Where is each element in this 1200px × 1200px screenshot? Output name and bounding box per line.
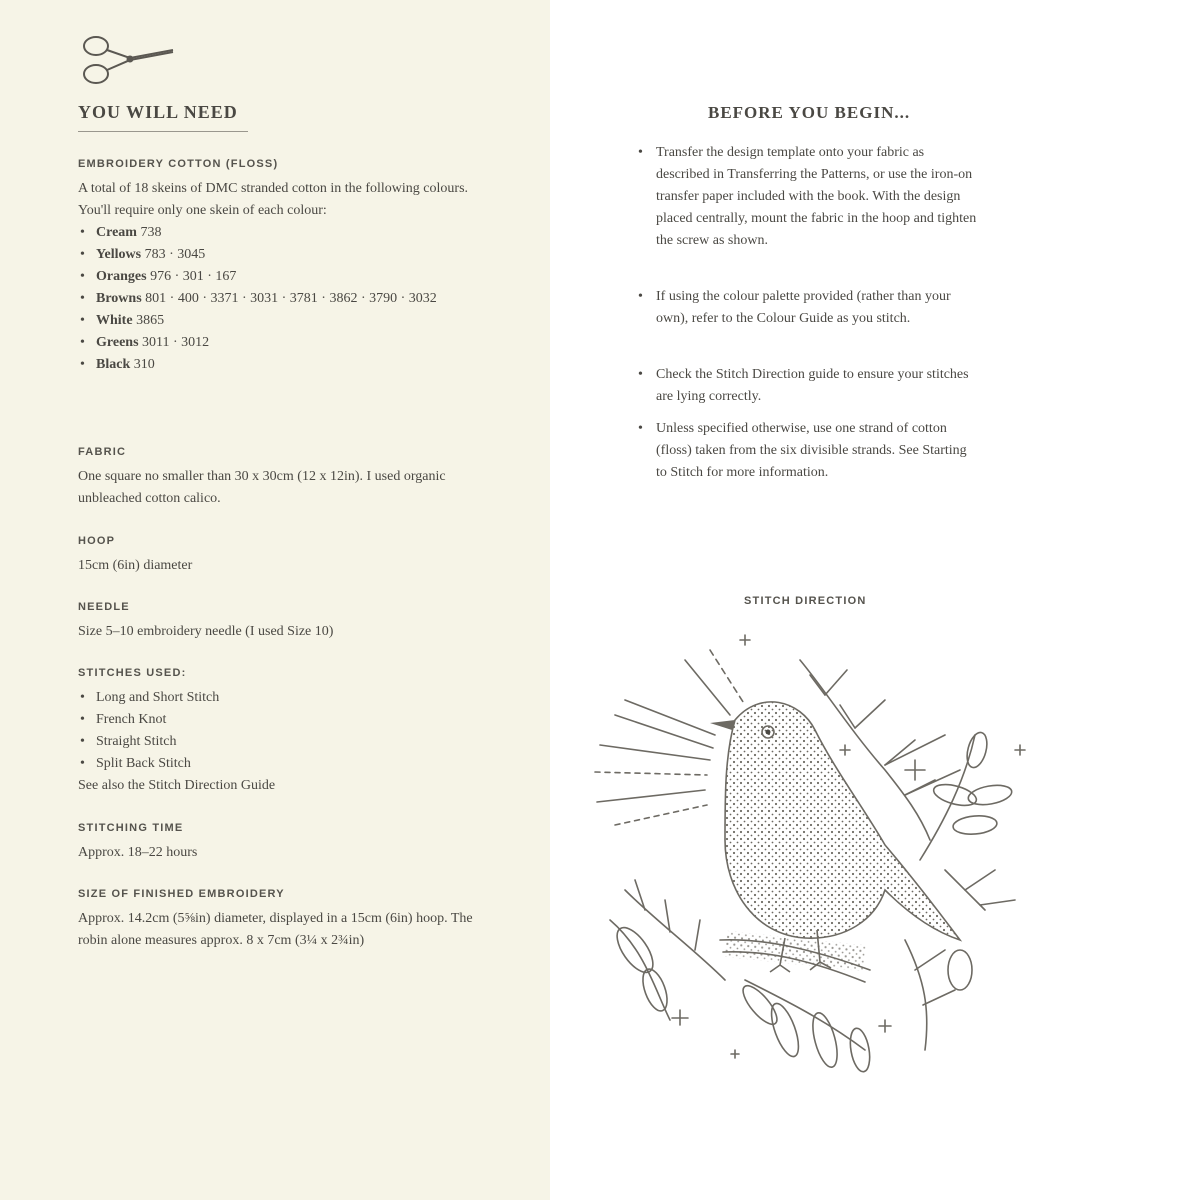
- stitch-direction-title: STITCH DIRECTION: [744, 595, 867, 607]
- embroidery-cotton-intro: A total of 18 skeins of DMC stranded cotton in the following colours. You'll require only one skein of each colour:: [78, 181, 469, 218]
- colour-item: • Black 310: [78, 354, 478, 376]
- instruction-item: • If using the colour palette provided (rather than your own), refer to the Colour Guide as you stitch.: [638, 286, 978, 330]
- colour-item: • Greens 3011 · 3012: [78, 332, 478, 354]
- stitch-item: • French Knot: [78, 709, 478, 731]
- instruction-item: • Check the Stitch Direction guide to ensure your stitches are lying correctly.: [638, 364, 978, 408]
- instruction-text: Check the Stitch Direction guide to ensure your stitches are lying correctly.: [656, 367, 969, 404]
- colour-item: • Yellows 783 · 3045: [78, 244, 478, 266]
- stitches-note: See also the Stitch Direction Guide: [78, 778, 276, 793]
- fabric-section: [78, 446, 478, 510]
- fabric-label: FABRIC: [78, 446, 127, 458]
- hoop-text: 15cm (6in) diameter: [78, 558, 193, 573]
- fabric-text: One square no smaller than 30 x 30cm (12 x 12in). I used organic unbleached cotton calico.: [78, 469, 446, 506]
- stitches-list: [78, 687, 478, 775]
- stitch-item: • Split Back Stitch: [78, 753, 478, 775]
- stitching-time-section: [78, 822, 478, 864]
- heading-underline: [78, 131, 248, 132]
- colour-item: • Browns 801 · 400 · 3371 · 3031 · 3781 · 3862 · 3790 · 3032: [78, 288, 478, 310]
- colour-list: [78, 222, 478, 376]
- stitches-label: STITCHES USED:: [78, 667, 187, 679]
- instruction-text: If using the colour palette provided (rather than your own), refer to the Colour Guide as you stitch.: [656, 289, 951, 326]
- robin-illustration: [585, 620, 1045, 1080]
- instruction-item: • Unless specified otherwise, use one strand of cotton (floss) taken from the six divisible strands. See Starting to Stitch for more information.: [638, 418, 978, 484]
- colour-item: • Cream 738: [78, 222, 478, 244]
- embroidery-cotton-label: EMBROIDERY COTTON (FLOSS): [78, 158, 279, 170]
- needle-label: NEEDLE: [78, 601, 130, 613]
- hoop-section: [78, 535, 478, 577]
- instruction-text: Unless specified otherwise, use one strand of cotton (floss) taken from the six divisible strands. See Starting to Stitch for more information.: [656, 421, 967, 480]
- instruction-text: Transfer the design template onto your fabric as described in Transferring the Patterns, or use the iron-on transfer paper included with the book. With the design placed centrally, mount the fabric in the hoop and tighten the screw as shown.: [656, 145, 977, 248]
- instruction-item: • Transfer the design template onto your fabric as described in Transferring the Patterns, or use the iron-on transfer paper included with the book. With the design placed centrally, mount the fabric in the hoop and tighten the screw as shown.: [638, 142, 978, 252]
- stitching-time-text: Approx. 18–22 hours: [78, 845, 198, 860]
- you-will-need-heading: YOU WILL NEED: [78, 102, 238, 122]
- embroidery-cotton-section: [78, 158, 478, 376]
- colour-item: • White 3865: [78, 310, 478, 332]
- needle-text: Size 5–10 embroidery needle (I used Size 10): [78, 624, 334, 639]
- stitching-time-label: STITCHING TIME: [78, 822, 184, 834]
- finished-size-label: SIZE OF FINISHED EMBROIDERY: [78, 888, 285, 900]
- colour-item: • Oranges 976 · 301 · 167: [78, 266, 478, 288]
- stitch-item: • Straight Stitch: [78, 731, 478, 753]
- finished-size-text: Approx. 14.2cm (5⅝in) diameter, displayed in a 15cm (6in) hoop. The robin alone measures approx. 8 x 7cm (3¼ x 2¾in): [78, 911, 473, 948]
- needle-section: [78, 601, 478, 643]
- left-panel: [0, 0, 550, 1200]
- finished-size-section: [78, 888, 478, 952]
- before-you-begin-heading: BEFORE YOU BEGIN...: [708, 103, 911, 122]
- stitch-item: • Long and Short Stitch: [78, 687, 478, 709]
- hoop-label: HOOP: [78, 535, 116, 547]
- scissors-icon: [78, 30, 178, 90]
- stitches-section: [78, 667, 478, 797]
